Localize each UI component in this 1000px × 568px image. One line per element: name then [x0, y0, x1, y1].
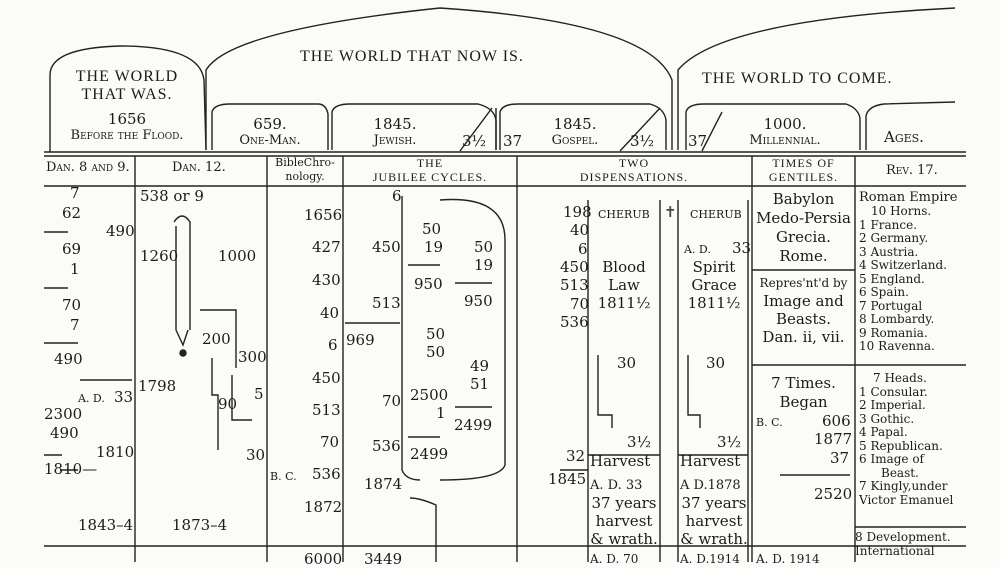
jubilee-left: 450 — [372, 238, 401, 256]
dan12-30: 30 — [246, 446, 266, 464]
disp-num: 6 — [578, 240, 588, 258]
disp-num: 198 — [563, 203, 592, 221]
dan8-num: 69 — [62, 240, 82, 258]
chron-bc: B. C. — [270, 470, 297, 483]
dan12-200: 200 — [202, 330, 231, 348]
chron-num: 1872 — [304, 498, 343, 516]
period-jewish: 1845. Jewish. — [373, 115, 417, 148]
dan8-right: 33 — [114, 388, 134, 406]
dan12-1260: 1260 — [140, 247, 179, 265]
cross-icon: ✝ — [664, 203, 677, 221]
cherub-left: CHERUB — [598, 208, 650, 221]
world-now-label: THE WORLD THAT NOW IS. — [300, 48, 524, 65]
world-that-was-label: THE WORLD THAT WAS. — [75, 68, 179, 103]
dan8-ad: A. D. — [78, 392, 105, 405]
dan8-right: 490 — [106, 222, 135, 240]
jubilee-mid: 19 — [424, 238, 444, 256]
dan8-num: 62 — [62, 204, 82, 222]
period-ages: Ages. — [884, 128, 924, 146]
dan12-300: 300 — [238, 348, 267, 366]
rev17-horns: 10 Horns. 1 France. 2 Germany. 3 Austria. 4 Switzerland. 5 England. 6 Spain. 7 Portugal 8 Lombardy. 9 Romania. 10 Ravenna. — [859, 204, 947, 353]
cherub-right: CHERUB — [690, 208, 742, 221]
jewish-frac: 3½ — [462, 132, 487, 150]
jubilee-mid: 50 — [422, 220, 442, 238]
jubilee-right: 950 — [464, 292, 493, 310]
harvest-left: Harvest — [590, 452, 651, 470]
disp-bottom-left: A. D. 70 — [590, 552, 639, 566]
dan8-num: 490 — [54, 350, 83, 368]
gospel-frac: 3½ — [630, 132, 655, 150]
disp-num: 32 — [566, 447, 586, 465]
jubilee-mid: 950 — [414, 275, 443, 293]
col-gentiles: TIMES OF GENTILES. — [768, 156, 839, 184]
disp-ad33: A. D. 33 — [590, 478, 643, 493]
col-dan8-9: Dan. 8 and 9. — [46, 160, 130, 175]
chron-num: 536 — [312, 465, 341, 483]
disp-num: 1845 — [548, 470, 587, 488]
world-to-come-label: THE WORLD TO COME. — [702, 70, 893, 87]
jubilee-right: 19 — [474, 256, 494, 274]
period-gospel: 1845. Gospel. — [551, 115, 599, 148]
dan8-num: 2300 — [44, 405, 83, 423]
chron-num: 427 — [312, 238, 341, 256]
rev17-development: 8 Development. International — [855, 530, 951, 558]
chron-num: 40 — [320, 304, 340, 322]
jubilee-mid: 2499 — [410, 445, 449, 463]
gentile-times: 7 Times. Began — [771, 374, 836, 411]
years-right: 37 years harvest & wrath. — [680, 494, 748, 548]
jubilee-right: 51 — [470, 375, 490, 393]
gentile-represented: Repres'nt'd by Image and Beasts. Dan. ii, vii. — [759, 276, 848, 346]
period-one-man: 659. One-Man. — [239, 115, 301, 148]
gentile-num: 1877 — [814, 430, 853, 448]
jubilee-right: 50 — [474, 238, 494, 256]
col-dispensations: TWO DISPENSATIONS. — [579, 156, 689, 184]
chron-num: 430 — [312, 271, 341, 289]
chron-num: 1656 — [304, 206, 343, 224]
jubilee-left: 6 — [392, 187, 402, 205]
dan8-num: 1 — [70, 260, 80, 278]
col-rev17: Rev. 17. — [886, 163, 938, 178]
gentile-empires: Babylon Medo-Persia Grecia. Rome. — [756, 190, 851, 265]
disp-33: 33 — [732, 239, 752, 257]
dan12-top: 538 or 9 — [140, 187, 204, 205]
disp-num: 40 — [570, 221, 590, 239]
disp-30-right: 30 — [706, 354, 726, 372]
dan12-1798: 1798 — [138, 377, 177, 395]
chron-num: 450 — [312, 369, 341, 387]
col-chronology: BibleChro- nology. — [275, 156, 335, 183]
spirit-grace: Spirit Grace 1811½ — [687, 258, 741, 312]
jubilee-right: 49 — [470, 357, 490, 375]
rev17-roman: Roman Empire — [859, 190, 958, 205]
disp-num: 513 — [560, 276, 589, 294]
jubilee-mid: 1 — [436, 404, 446, 422]
blood-law: Blood Law 1811½ — [597, 258, 651, 312]
jubilee-right: 2499 — [454, 416, 493, 434]
jubilee-left: 536 — [372, 437, 401, 455]
disp-bottom-right: A. D.1914 — [680, 552, 740, 566]
gentile-num: 606 — [822, 412, 851, 430]
disp-num: 450 — [560, 258, 589, 276]
dan12-5: 5 — [254, 385, 264, 403]
dan8-right: 1810 — [96, 443, 135, 461]
jubilee-left: 969 — [346, 331, 375, 349]
jubilee-mid: 2500 — [410, 386, 449, 404]
chron-num: 70 — [320, 433, 340, 451]
col-dan12: Dan. 12. — [172, 160, 226, 175]
years-left: 37 years harvest & wrath. — [590, 494, 658, 548]
dan8-num: 7 — [70, 316, 80, 334]
jubilee-left: 513 — [372, 294, 401, 312]
gentile-bc: B. C. — [756, 416, 783, 429]
rev17-heads: 7 Heads. 1 Consular. 2 Imperial. 3 Gothic. 4 Papal. 5 Republican. 6 Image of Beast. 7 Kingly,under Victor Emanuel — [859, 371, 954, 507]
disp-ad1878: A D.1878 — [680, 478, 741, 493]
jubilee-left: 1874 — [364, 475, 403, 493]
disp-30-left: 30 — [617, 354, 637, 372]
dan12-1000: 1000 — [218, 247, 257, 265]
dan8-num: 1810— — [44, 460, 98, 478]
millennial-pre: 37 — [688, 132, 708, 150]
gospel-pre: 37 — [503, 132, 523, 150]
dan8-num: 7 — [70, 184, 80, 202]
gentile-num: 37 — [830, 449, 850, 467]
jubilee-left: 3449 — [364, 550, 403, 568]
jubilee-left: 70 — [382, 392, 402, 410]
dan12-bottom: 1873–4 — [172, 516, 228, 534]
disp-ad: A. D. — [684, 243, 711, 256]
harvest-right: Harvest — [680, 452, 741, 470]
col-jubilee: THE JUBILEE CYCLES. — [372, 156, 488, 184]
gentile-bottom: A. D. 1914 — [756, 552, 820, 566]
period-before-flood: 1656 Before the Flood. — [70, 110, 184, 143]
dan8-num: 70 — [62, 296, 82, 314]
disp-num: 536 — [560, 313, 589, 331]
disp-frac-left: 3½ — [627, 433, 652, 451]
period-millennial: 1000. Millennial. — [749, 115, 821, 148]
jubilee-mid: 50 — [426, 343, 446, 361]
jubilee-mid: 50 — [426, 325, 446, 343]
chron-num: 513 — [312, 401, 341, 419]
disp-num: 70 — [570, 295, 590, 313]
chron-num: 6000 — [304, 550, 343, 568]
dan8-num: 490 — [50, 424, 79, 442]
dan8-bottom: 1843–4 — [78, 516, 134, 534]
disp-frac-right: 3½ — [717, 433, 742, 451]
gentile-num: 2520 — [814, 485, 853, 503]
chron-num: 6 — [328, 336, 338, 354]
dan12-90: 90 — [218, 395, 238, 413]
